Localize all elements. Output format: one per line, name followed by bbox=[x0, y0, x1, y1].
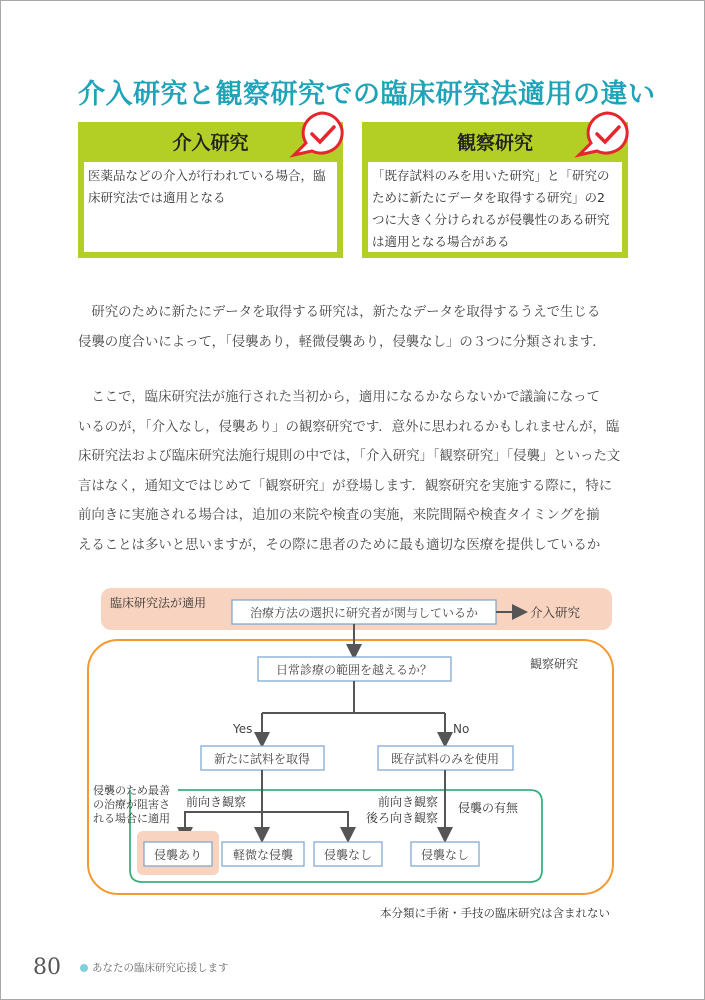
diagram-footnote: 本分類に手術・手技の臨床研究は含まれない bbox=[380, 906, 610, 920]
note-line: 侵襲のため最善 bbox=[93, 784, 170, 797]
check-bubble-icon bbox=[288, 110, 348, 160]
pro-retro-label: 前向き観察 bbox=[377, 795, 438, 809]
leaf-text: 侵襲なし bbox=[323, 848, 373, 862]
card-body bbox=[368, 162, 622, 252]
text-line: 研究のために新たにデータを取得する研究は，新たなデータを取得するうえで生じる bbox=[78, 305, 601, 320]
note-line: れる場合に適用 bbox=[93, 812, 170, 825]
card-heading: 介入研究 bbox=[172, 132, 249, 154]
body-paragraph bbox=[78, 298, 634, 357]
leaf-text: 侵襲あり bbox=[153, 848, 203, 862]
leaf-text: 侵襲なし bbox=[420, 848, 470, 862]
intervention-label: 介入研究 bbox=[530, 605, 581, 620]
no-label: No bbox=[453, 722, 470, 736]
text-line: 言はなく，通知文ではじめて「観察研究」が登場します．観察研究を実施する際に，特に bbox=[78, 478, 613, 494]
running-title: あなたの臨床研究応援します bbox=[92, 962, 229, 974]
yes-label: Yes bbox=[233, 722, 253, 736]
invasion-label: 侵襲の有無 bbox=[458, 801, 519, 815]
prospective-label: 前向き観察 bbox=[186, 795, 247, 809]
card-line: つに大きく分けられるが侵襲性のある研究 bbox=[372, 212, 610, 227]
page-number: 80 bbox=[33, 955, 61, 980]
card-line: 医薬品などの介入が行われている場合，臨 bbox=[88, 168, 326, 183]
law-applies-label: 臨床研究法が適用 bbox=[110, 596, 207, 610]
card-line: ために新たにデータを取得する研究」の2 bbox=[372, 190, 605, 205]
bullet-dot-icon bbox=[80, 964, 88, 972]
page-title: 介入研究と観察研究での臨床研究法適用の違い bbox=[78, 79, 656, 110]
text-line: 床研究法および臨床研究法施行規則の中では，「介入研究」「観察研究」「侵襲」といった文 bbox=[78, 449, 621, 464]
pro-retro-label: 後ろ向き観察 bbox=[365, 811, 438, 825]
note-line: の治療が阻害さ bbox=[93, 798, 170, 811]
card-body bbox=[84, 162, 337, 252]
card-heading: 観察研究 bbox=[456, 132, 533, 154]
text-line: いるのが，「介入なし，侵襲あり」の観察研究です．意外に思われるかもしれませんが，臨 bbox=[78, 419, 620, 435]
observational-label: 観察研究 bbox=[530, 657, 579, 671]
new-sample-text: 新たに試料を取得 bbox=[213, 752, 311, 766]
q2-text: 日常診療の範囲を越えるか？ bbox=[275, 663, 433, 677]
existing-sample-text: 既存試料のみを使用 bbox=[390, 752, 500, 766]
classification-diagram bbox=[0, 580, 705, 925]
text-line: 侵襲の度合いによって，「侵襲あり，軽微侵襲あり，侵襲なし」の３つに分類されます． bbox=[78, 334, 606, 350]
card-line: 「既存試料のみを用いた研究」と「研究の bbox=[372, 168, 610, 183]
text-line: 前向きに実施される場合は，追加の来院や検査の実施，来院間隔や検査タイミングを揃 bbox=[78, 508, 600, 523]
card-line: 床研究法では適用となる bbox=[88, 190, 226, 205]
check-bubble-icon bbox=[573, 110, 633, 160]
body-paragraph bbox=[78, 383, 634, 560]
text-line: ここで，臨床研究法が施行された当初から，適用になるかならないかで議論になって bbox=[78, 390, 600, 405]
q1-text: 治療方法の選択に研究者が関与しているか bbox=[249, 606, 479, 620]
card-line: は適用となる場合がある bbox=[372, 234, 510, 249]
text-line: えることは多いと思いますが，その際に患者のために最も適切な医療を提供しているか bbox=[78, 537, 601, 553]
leaf-text: 軽微な侵襲 bbox=[232, 848, 294, 862]
